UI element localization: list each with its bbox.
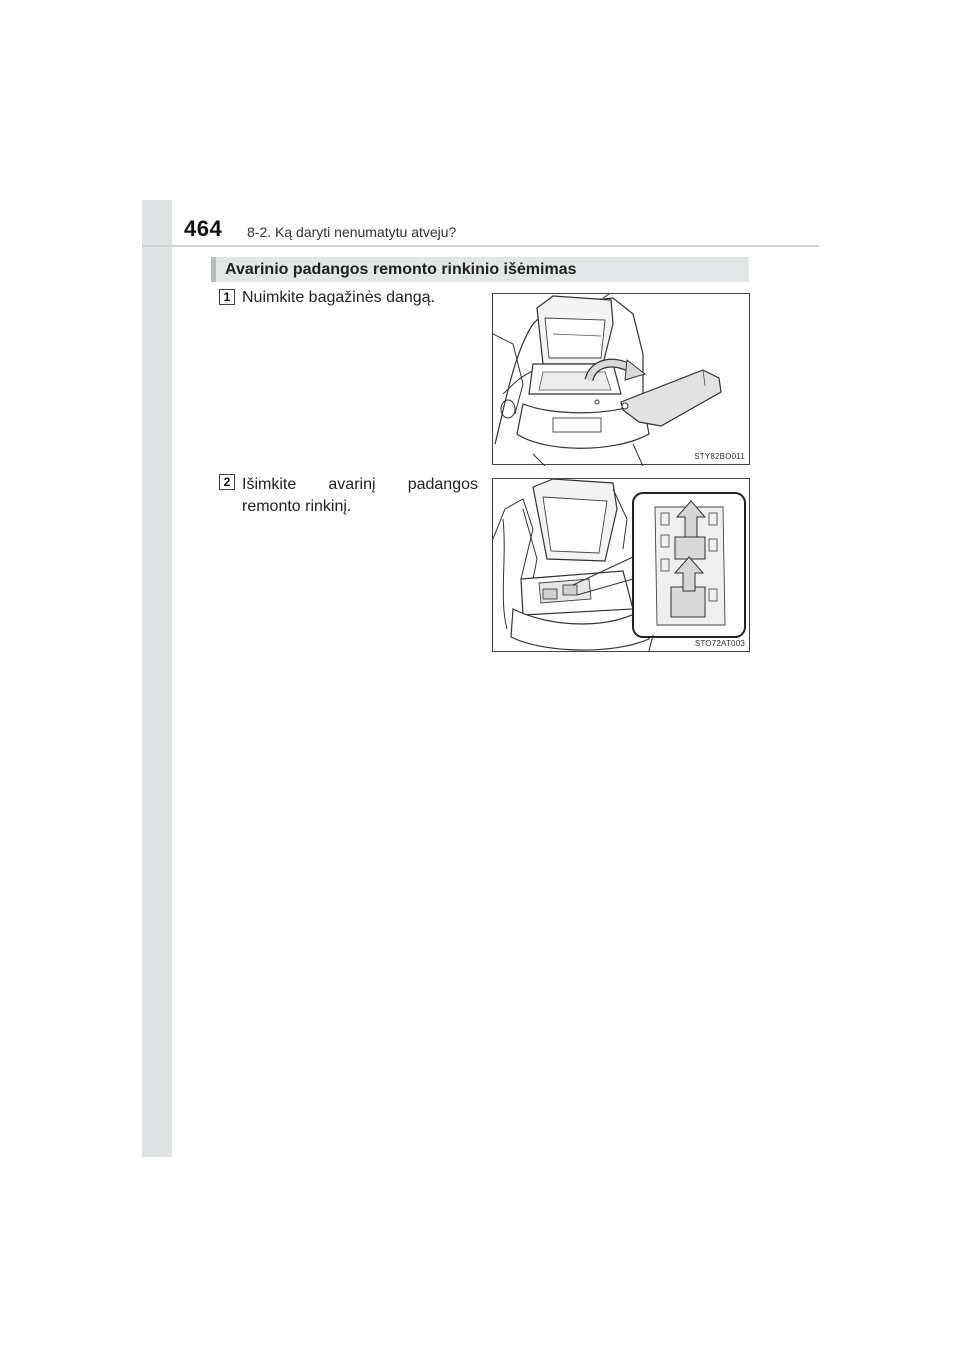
step-2-text-line-1: Išimkite avarinį padangos	[242, 476, 478, 493]
step-2-text-line-2: remonto rinkinį.	[242, 498, 352, 515]
step-number-2: 2	[219, 474, 235, 490]
page-number: 464	[184, 216, 223, 241]
luggage-cover-illustration	[493, 294, 751, 466]
step-1-text	[242, 287, 478, 309]
figure-remove-luggage-cover	[492, 293, 750, 465]
figure-remove-repair-kit	[492, 478, 750, 652]
header-rule	[142, 245, 819, 247]
section-breadcrumb: 8-2. Ką daryti nenumatytu atveju?	[247, 224, 457, 240]
figure-code-1: STY82BO011	[694, 452, 745, 461]
section-heading-text: Avarinio padangos remonto rinkinio išėmimas	[225, 261, 577, 278]
section-heading	[211, 257, 749, 282]
step-number-1: 1	[219, 289, 235, 305]
side-margin-bar	[142, 200, 172, 1157]
step-2-text	[242, 474, 478, 518]
repair-kit-illustration	[493, 479, 751, 653]
figure-code-2: STO72AT003	[694, 639, 745, 648]
step-1-text-line: Nuimkite bagažinės dangą.	[242, 289, 436, 306]
